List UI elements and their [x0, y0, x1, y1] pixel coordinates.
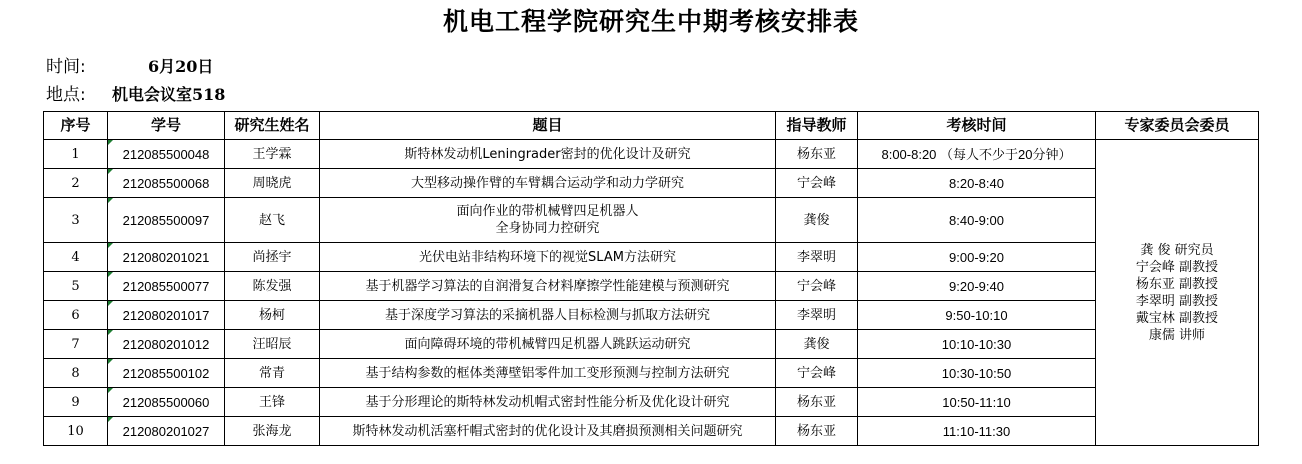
student-id: 212080201027 — [108, 417, 225, 446]
exam-time: 10:10-10:30 — [858, 330, 1096, 359]
thesis-topic: 斯特林发动机活塞杆帽式密封的优化设计及其磨损预测相关问题研究 — [320, 417, 776, 446]
table-row — [44, 417, 1259, 446]
expert-member: 戴宝林 副教授 — [1135, 310, 1219, 326]
thesis-topic: 基于深度学习算法的采摘机器人目标检测与抓取方法研究 — [320, 301, 776, 330]
row-number: 8 — [44, 359, 108, 388]
exam-time: 10:50-11:10 — [858, 388, 1096, 417]
exam-time: 8:00-8:20 （每人不少于20分钟） — [858, 140, 1096, 169]
student-id: 212080201012 — [108, 330, 225, 359]
exam-time: 8:40-9:00 — [858, 198, 1096, 243]
header-experts: 专家委员会委员 — [1096, 112, 1259, 140]
expert-member: 宁会峰 副教授 — [1135, 259, 1219, 275]
row-number: 10 — [44, 417, 108, 446]
row-number: 5 — [44, 272, 108, 301]
thesis-topic: 面向障碍环境的带机械臂四足机器人跳跃运动研究 — [320, 330, 776, 359]
row-number: 2 — [44, 169, 108, 198]
advisor: 杨东亚 — [776, 140, 858, 169]
thesis-topic: 斯特林发动机Leningrader密封的优化设计及研究 — [320, 140, 776, 169]
thesis-topic: 基于机器学习算法的自润滑复合材料摩擦学性能建模与预测研究 — [320, 272, 776, 301]
advisor: 宁会峰 — [776, 272, 858, 301]
place-value: 机电会议室518 — [112, 85, 226, 104]
student-id: 212085500060 — [108, 388, 225, 417]
student-id: 212080201021 — [108, 243, 225, 272]
table-row — [44, 198, 1259, 243]
exam-time: 11:10-11:30 — [858, 417, 1096, 446]
table-row — [44, 359, 1259, 388]
student-id: 212085500102 — [108, 359, 225, 388]
page-title: 机电工程学院研究生中期考核安排表 — [442, 7, 859, 36]
time-value: 6月20日 — [148, 57, 214, 76]
advisor: 宁会峰 — [776, 169, 858, 198]
student-name: 杨柯 — [225, 301, 320, 330]
student-id: 212085500097 — [108, 198, 225, 243]
time-label: 时间: — [46, 57, 86, 77]
table-row — [44, 330, 1259, 359]
exam-time: 10:30-10:50 — [858, 359, 1096, 388]
expert-committee — [1096, 140, 1259, 446]
thesis-topic: 大型移动操作臂的车臂耦合运动学和动力学研究 — [320, 169, 776, 198]
header-topic: 题目 — [320, 112, 776, 140]
thesis-topic: 面向作业的带机械臂四足机器人 全身协同力控研究 — [320, 198, 776, 243]
place-label: 地点: — [46, 85, 86, 105]
table-row — [44, 243, 1259, 272]
advisor: 杨东亚 — [776, 388, 858, 417]
advisor: 李翠明 — [776, 243, 858, 272]
exam-time: 9:20-9:40 — [858, 272, 1096, 301]
table-row — [44, 301, 1259, 330]
advisor: 李翠明 — [776, 301, 858, 330]
exam-time: 9:00-9:20 — [858, 243, 1096, 272]
table-row — [44, 169, 1259, 198]
advisor: 杨东亚 — [776, 417, 858, 446]
student-name: 王学霖 — [225, 140, 320, 169]
advisor: 龚俊 — [776, 198, 858, 243]
expert-member: 李翠明 副教授 — [1135, 293, 1219, 309]
table-header-row — [44, 112, 1259, 140]
row-number: 9 — [44, 388, 108, 417]
student-name: 尚拯宇 — [225, 243, 320, 272]
header-no: 序号 — [44, 112, 108, 140]
student-name: 赵飞 — [225, 198, 320, 243]
exam-time: 9:50-10:10 — [858, 301, 1096, 330]
student-id: 212085500068 — [108, 169, 225, 198]
advisor: 龚俊 — [776, 330, 858, 359]
row-number: 4 — [44, 243, 108, 272]
table-row — [44, 140, 1259, 169]
thesis-topic: 光伏电站非结构环境下的视觉SLAM方法研究 — [320, 243, 776, 272]
student-name: 张海龙 — [225, 417, 320, 446]
row-number: 3 — [44, 198, 108, 243]
row-number: 1 — [44, 140, 108, 169]
header-exam-time: 考核时间 — [858, 112, 1096, 140]
expert-member: 杨东亚 副教授 — [1135, 276, 1219, 292]
header-student-id: 学号 — [108, 112, 225, 140]
expert-member: 康儒 讲师 — [1148, 327, 1206, 343]
row-number: 7 — [44, 330, 108, 359]
expert-member: 龚 俊 研究员 — [1140, 242, 1214, 258]
exam-time: 8:20-8:40 — [858, 169, 1096, 198]
student-name: 王锋 — [225, 388, 320, 417]
advisor: 宁会峰 — [776, 359, 858, 388]
student-id: 212080201017 — [108, 301, 225, 330]
header-advisor: 指导教师 — [776, 112, 858, 140]
table-row — [44, 272, 1259, 301]
student-id: 212085500048 — [108, 140, 225, 169]
student-name: 常青 — [225, 359, 320, 388]
row-number: 6 — [44, 301, 108, 330]
table-row — [44, 388, 1259, 417]
student-name: 周晓虎 — [225, 169, 320, 198]
student-id: 212085500077 — [108, 272, 225, 301]
header-student-name: 研究生姓名 — [225, 112, 320, 140]
schedule-table — [43, 111, 1259, 446]
thesis-topic: 基于分形理论的斯特林发动机帽式密封性能分析及优化设计研究 — [320, 388, 776, 417]
thesis-topic: 基于结构参数的框体类薄壁铝零件加工变形预测与控制方法研究 — [320, 359, 776, 388]
student-name: 陈发强 — [225, 272, 320, 301]
student-name: 汪昭辰 — [225, 330, 320, 359]
